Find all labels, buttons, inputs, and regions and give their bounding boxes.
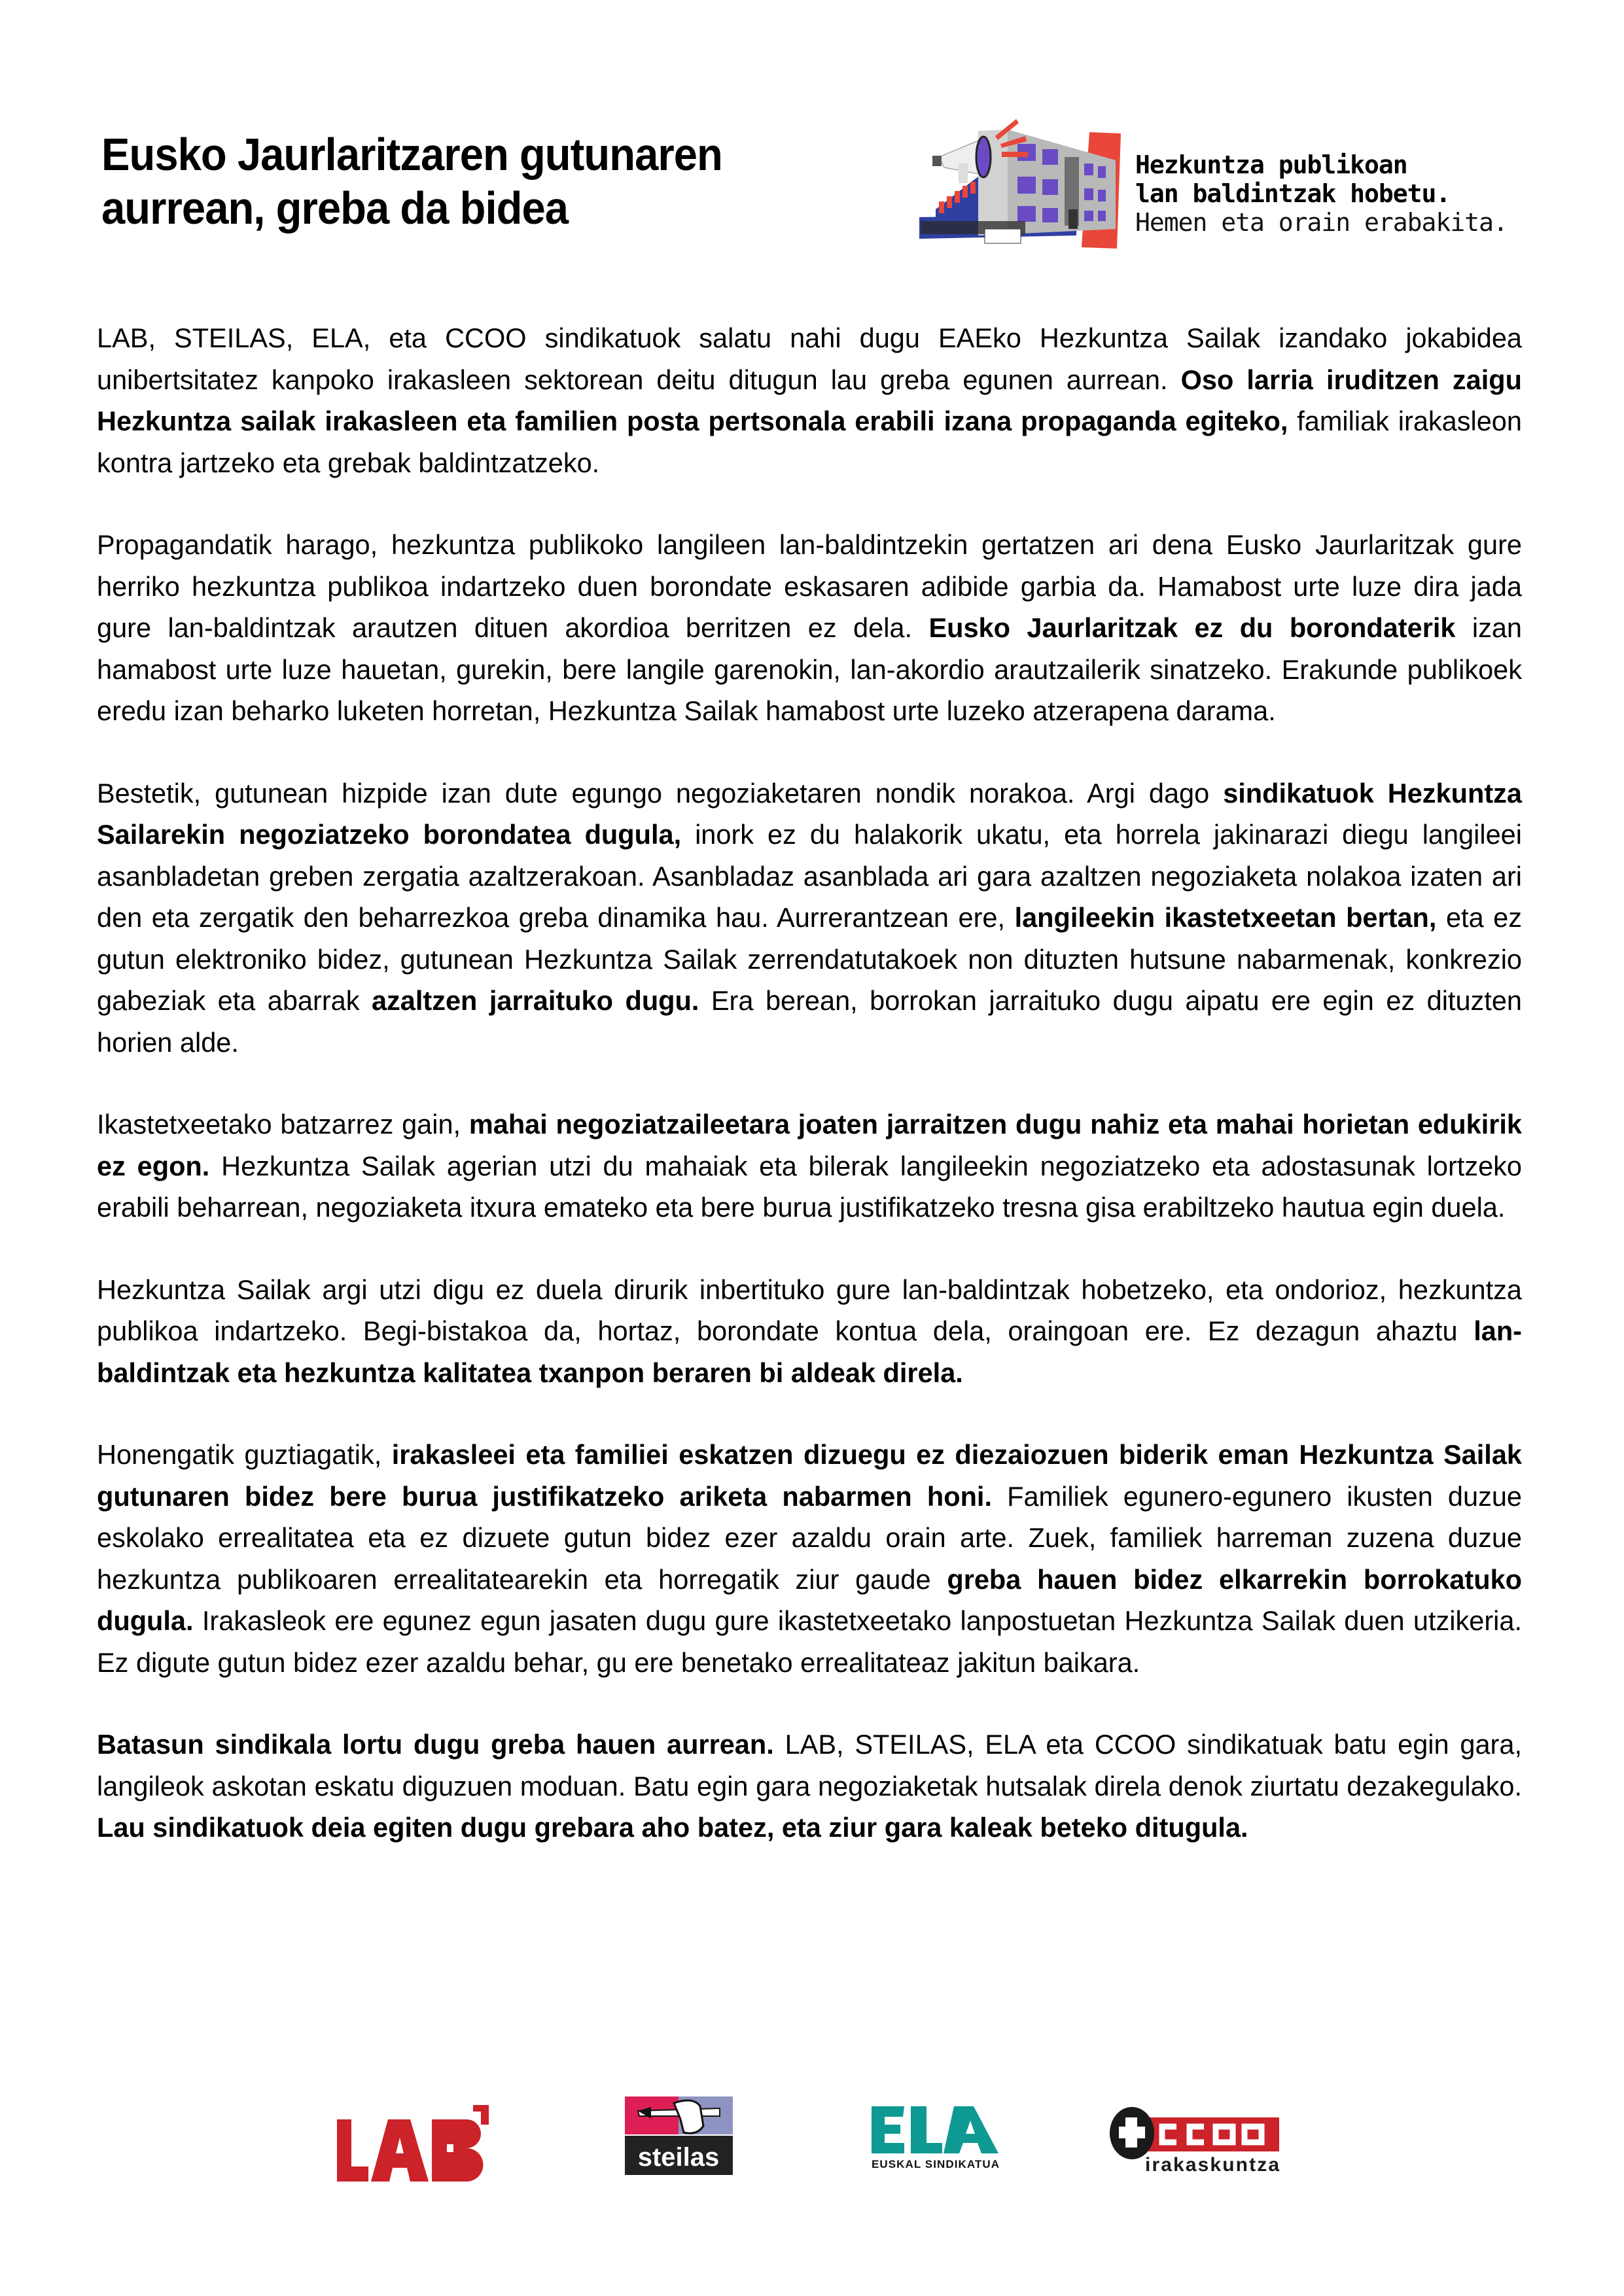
emphasis-text: greba hauen bidez elkarrekin borrokatuko dugula. — [97, 1563, 1522, 1636]
megaphone-school-illustration — [913, 105, 1135, 255]
union-logos — [0, 2080, 1624, 2211]
emphasis-text: lan-baldintzak eta hezkuntza kalitatea txanpon beraren bi aldeak direla. — [97, 1315, 1522, 1388]
emphasis-text: irakasleei eta familiei eskatzen dizuegu ez diezaiozuen biderik eman Hezkuntza Sailak gutunaren bidez bere burua justifikatzeko ariketa nabarmen honi. — [97, 1439, 1522, 1512]
slogan-line-3: Hemen eta orain erabakita. — [1135, 208, 1508, 237]
emphasis-text: langileekin ikastetxeetan bertan, — [1014, 902, 1437, 933]
lab-logo — [330, 2100, 507, 2185]
emphasis-text: mahai negoziatzaileetara joaten jarraitzen dugu nahiz eta mahai horietan edukirik ez egon. — [97, 1109, 1522, 1181]
campaign-banner — [913, 105, 1534, 255]
emphasis-text: azaltzen jarraituko dugu. — [371, 985, 699, 1016]
press-release-body — [97, 317, 1522, 1889]
paragraph — [97, 317, 1522, 483]
ela-logo — [870, 2100, 1001, 2172]
paragraph-text: izan hamabost urte luze hauetan, gurekin, bere langile garenokin, lan-akordio arautzailerik sinatzeko. Erakunde publikoek eredu izan beharko luketen horretan, Hezkuntza Sailak hamabost urte luzeko atzerapena darama. — [97, 612, 1523, 726]
emphasis-text: sindikatuok Hezkuntza Sailarekin negoziatzeko borondatea dugula, — [97, 777, 1522, 850]
paragraph — [97, 1724, 1522, 1849]
paragraph-text: LAB, STEILAS, ELA, eta CCOO sindikatuok salatu nahi dugu EAEko Hezkuntza Sailak izandako jokabidea unibertsitatez kanpoko irakasleen sektorean deitu ditugun lau greba egunen aurrean. — [97, 322, 1522, 395]
paragraph-text: familiak irakasleon kontra jartzeko eta grebak baldintzatzeko. — [97, 406, 1522, 478]
emphasis-text: Oso larria iruditzen zaigu Hezkuntza sailak irakasleen eta familien posta pertsonala erabili izana propaganda egiteko, — [97, 364, 1522, 436]
paragraph-text: Hezkuntza Sailak argi utzi digu ez duela dirurik inbertituko gure lan-baldintzak hobetzeko, eta ondorioz, hezkuntza publikoa indartzeko. Begi-bistakoa da, hortaz, borondate kontua dela, oraingoan ere. Ez dezagun ahaztu — [97, 1274, 1522, 1346]
paragraph-text: Ikastetxeetako batzarrez gain, — [97, 1109, 469, 1139]
paragraph-text: Honengatik guztiagatik, — [97, 1439, 392, 1470]
paragraph-text: Bestetik, gutunean hizpide izan dute egungo negoziaketaren nondik norakoa. Argi dago — [97, 777, 1224, 809]
ccoo-logo — [1106, 2103, 1282, 2175]
paragraph-text: inork ez du halakorik ukatu, eta horrela jakinarazi diegu langileei asanbladetan greben zergatia azaltzerakoan. Asanbladaz asanblada ari gara azaltzen negoziaketa nolakoa izaten ari den eta zergatik den beharrezkoa greba dinamika hau. Aurrerantzean ere, — [97, 819, 1522, 933]
paragraph-text: LAB, STEILAS, ELA eta CCOO sindikatuak batu egin gara, langileok askotan eskatu diguzuen moduan. Batu egin gara negoziaketak hutsalak direla denok ziurtatu dezakegulako. — [97, 1729, 1522, 1801]
paragraph — [97, 1104, 1522, 1228]
paragraph — [97, 1434, 1522, 1683]
paragraph-text: Irakasleok ere egunez egun jasaten dugu gure ikastetxeetako lanpostuetan Hezkuntza Sailak duen utzikeria. Ez digute gutun bidez ezer azaldu behar, gu ere benetako errealitateaz jakitun baikara. — [97, 1605, 1522, 1678]
emphasis-text: Eusko Jaurlaritzak ez du borondaterik — [928, 612, 1456, 643]
paragraph-text: eta ez gutun elektroniko bidez, gutunean Hezkuntza Sailak zerrendatutakoek non dituzten hutsune nabarmenak, konkrezio gabeziak eta abarrak — [97, 902, 1522, 1016]
emphasis-text: Lau sindikatuok deia egiten dugu grebara aho batez, eta ziur gara kaleak beteko ditugula. — [97, 1812, 1248, 1843]
paragraph-text: Familiek egunero-egunero ikusten duzue eskolako errealitatea eta ez dizuete gutun bidez ezer azaldu orain arte. Zuek, familiek harreman zuzena duzue hezkuntza publikoaren errealitatearekin eta horregatik ziur gaude — [97, 1480, 1522, 1595]
ccoo-logo-text: CCOO — [1106, 2103, 1108, 2104]
slogan-line-1: Hezkuntza publikoan — [1135, 150, 1407, 179]
title-line-1: Eusko Jaurlaritzaren gutunaren — [101, 129, 722, 180]
paragraph — [97, 773, 1522, 1064]
steilas-logo-text: steilas — [637, 2143, 720, 2172]
slogan-line-2: lan baldintzak hobetu. — [1135, 179, 1451, 208]
ccoo-logo-subtitle: irakaskuntza — [1145, 2154, 1279, 2175]
ela-logo-subtitle: EUSKAL SINDIKATUA — [872, 2158, 999, 2170]
paragraph-text: Era berean, borrokan jarraituko dugu aipatu ere egin ez dituzten horien alde. — [97, 985, 1522, 1058]
steilas-logo — [625, 2096, 733, 2175]
campaign-slogan — [1135, 150, 1508, 237]
paragraph-text: Hezkuntza Sailak agerian utzi du mahaiak eta bilerak langileekin negoziatzeko eta adostasunak lortzeko erabili beharrean, negoziaketa itxura emateko eta bere burua justifikatzeko tresna gisa erabiltzeko hautua egin duela. — [97, 1150, 1522, 1223]
title-line-2: aurrean, greba da bidea — [101, 183, 569, 234]
paragraph — [97, 524, 1522, 732]
paragraph — [97, 1269, 1522, 1394]
page-title — [101, 128, 832, 235]
emphasis-text: Batasun sindikala lortu dugu greba hauen aurrean. — [97, 1729, 774, 1760]
paragraph-text: Propagandatik harago, hezkuntza publikoko langileen lan-baldintzekin gertatzen ari dena Eusko Jaurlaritzak gure herriko hezkuntza publikoa indartzeko duen borondate eskasaren adibide garbia da. Hamabost urte luze dira jada gure lan-baldintzak arautzen dituen akordioa berritzen ez dela. — [97, 529, 1522, 643]
